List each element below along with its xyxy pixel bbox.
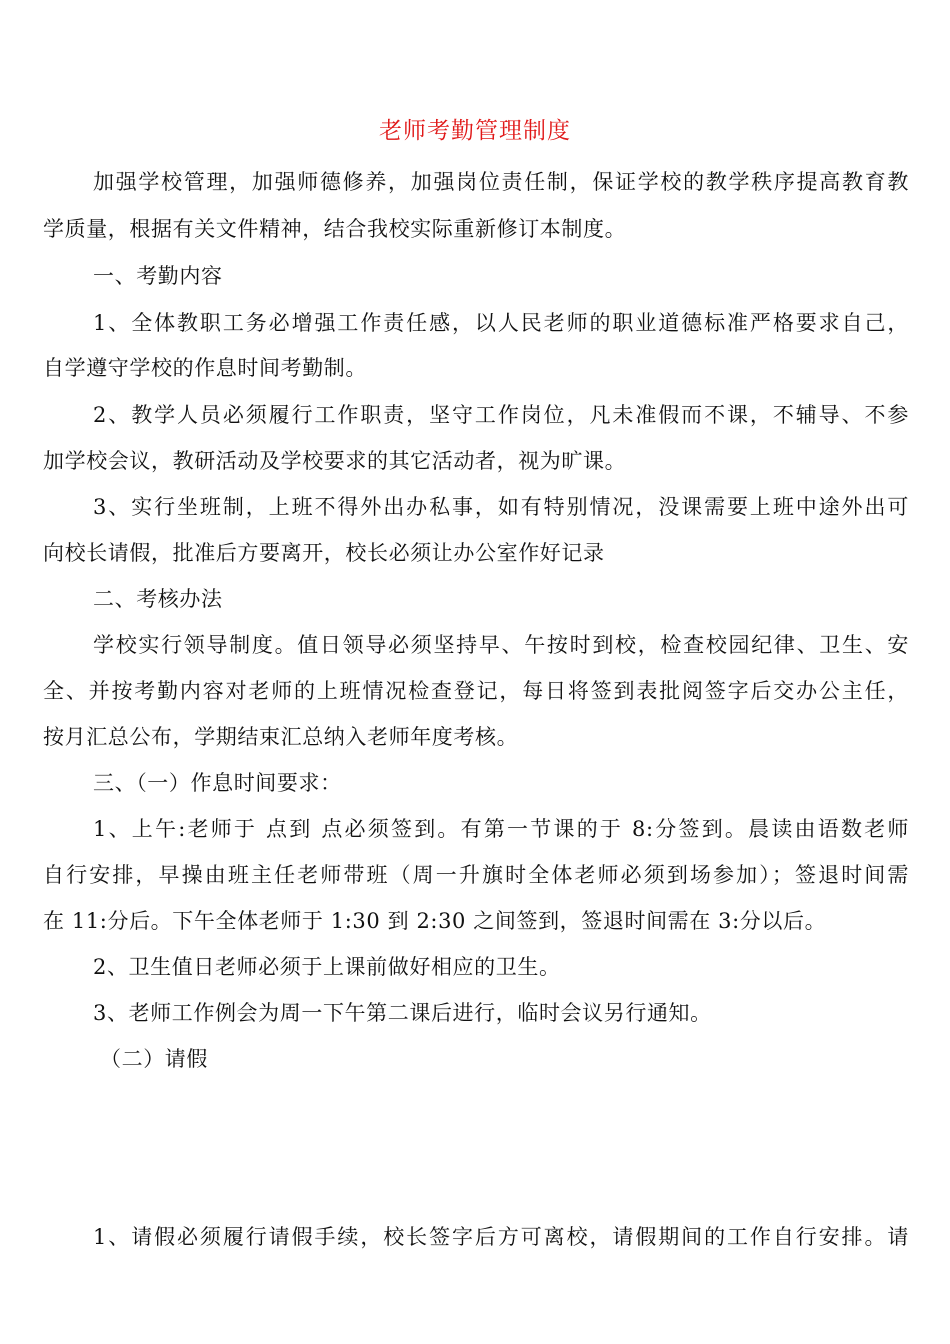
item-3-line-2: 向校长请假，批准后方要离开，校长必须让办公室作好记录 [43,541,605,565]
schedule-item-3: 3、老师工作例会为周一下午第二课后进行，临时会议另行通知。 [93,1001,712,1025]
schedule-item-1-line-3: 在 11:分后。下午全体老师于 1:30 到 2:30 之间签到，签退时间需在 3:分以后。 [43,909,827,933]
schedule-item-1-line-2: 自行安排，早操由班主任老师带班（周一升旗时全体老师必须到场参加）；签退时间需 [43,863,909,887]
assessment-line-2: 全、并按考勤内容对老师的上班情况检查登记，每日将签到表批阅签字后交办公主任， [43,679,909,703]
section-heading-leave: （二）请假 [100,1047,208,1071]
item-1-line-2: 自学遵守学校的作息时间考勤制。 [43,356,367,380]
paragraph-intro-line-2: 学质量，根据有关文件精神，结合我校实际重新修订本制度。 [43,217,627,241]
document-title: 老师考勤管理制度 [379,118,571,144]
section-heading-attendance-content: 一、考勤内容 [93,264,223,288]
leave-item-1-line-1: 1、请假必须履行请假手续，校长签字后方可离校，请假期间的工作自行安排。请 [93,1225,909,1249]
schedule-item-1-line-1: 1、上午:老师于 点到 点必须签到。有第一节课的于 8:分签到。晨读由语数老师 [93,817,909,841]
item-2-line-1: 2、教学人员必须履行工作职责，坚守工作岗位，凡未准假而不课，不辅导、不参 [93,403,909,427]
item-2-line-2: 加学校会议，教研活动及学校要求的其它活动者，视为旷课。 [43,449,627,473]
section-heading-assessment: 二、考核办法 [93,587,223,611]
section-heading-schedule: 三、（一）作息时间要求： [93,771,342,795]
assessment-line-3: 按月汇总公布，学期结束汇总纳入老师年度考核。 [43,725,519,749]
paragraph-intro-line-1: 加强学校管理，加强师德修养，加强岗位责任制，保证学校的教学秩序提高教育教 [93,170,909,194]
item-1-line-1: 1、全体教职工务必增强工作责任感，以人民老师的职业道德标准严格要求自己， [93,311,909,335]
item-3-line-1: 3、实行坐班制，上班不得外出办私事，如有特别情况，没课需要上班中途外出可 [93,495,909,519]
assessment-line-1: 学校实行领导制度。值日领导必须坚持早、午按时到校，检查校园纪律、卫生、安 [93,633,909,657]
schedule-item-2: 2、卫生值日老师必须于上课前做好相应的卫生。 [93,955,561,979]
